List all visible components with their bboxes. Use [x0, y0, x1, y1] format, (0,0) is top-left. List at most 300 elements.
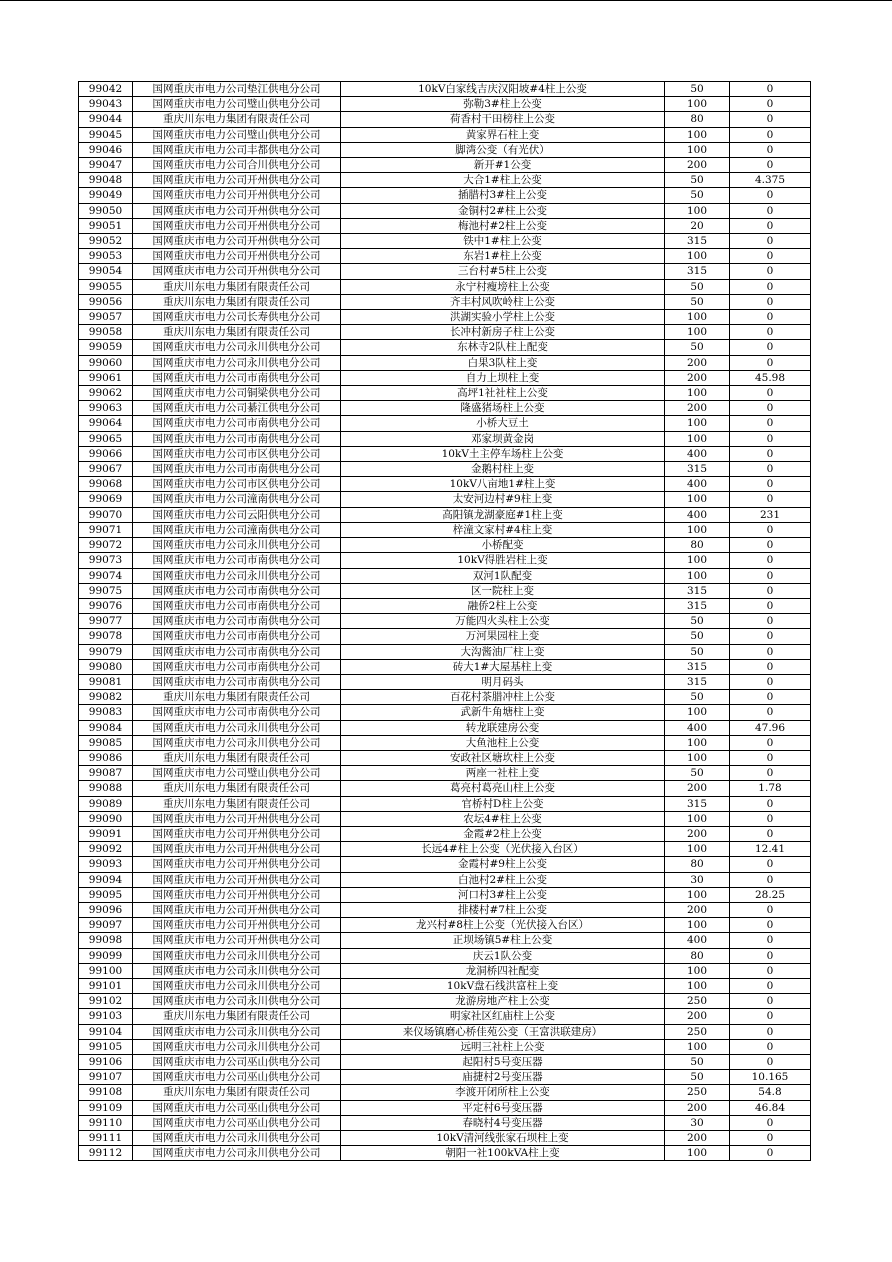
- cell-transformer-name: 庆云1队公变: [341, 948, 665, 963]
- table-row: [79, 218, 811, 233]
- cell-id: 99043: [79, 97, 133, 112]
- cell-value: 0: [730, 690, 811, 705]
- cell-transformer-name: 排楼村#7柱上公变: [341, 902, 665, 917]
- cell-id: 99058: [79, 325, 133, 340]
- cell-transformer-name: 转龙联建房公变: [341, 720, 665, 735]
- cell-id: 99096: [79, 902, 133, 917]
- cell-id: 99048: [79, 173, 133, 188]
- table-row: [79, 659, 811, 674]
- table-row: [79, 720, 811, 735]
- cell-organization: 国网重庆市电力公司潼南供电分公司: [133, 522, 341, 537]
- cell-value: 0: [730, 933, 811, 948]
- cell-transformer-name: 龙兴村#8柱上公变（光伏接入台区）: [341, 918, 665, 933]
- table-row: [79, 355, 811, 370]
- cell-id: 99051: [79, 218, 133, 233]
- cell-value: 0: [730, 97, 811, 112]
- table-row: [79, 294, 811, 309]
- cell-value: 0: [730, 416, 811, 431]
- cell-capacity: 100: [665, 978, 730, 993]
- cell-id: 99098: [79, 933, 133, 948]
- cell-id: 99060: [79, 355, 133, 370]
- cell-capacity: 400: [665, 507, 730, 522]
- table-row: [79, 522, 811, 537]
- cell-capacity: 400: [665, 446, 730, 461]
- cell-capacity: 100: [665, 842, 730, 857]
- cell-transformer-name: 黄家界石柱上变: [341, 127, 665, 142]
- table-body: [79, 82, 811, 1161]
- cell-value: 0: [730, 310, 811, 325]
- cell-value: 0: [730, 796, 811, 811]
- cell-id: 99065: [79, 431, 133, 446]
- cell-organization: 国网重庆市电力公司开州供电分公司: [133, 902, 341, 917]
- cell-transformer-name: 龙洞桥四社配变: [341, 963, 665, 978]
- cell-transformer-name: 朝阳一社100kVA柱上变: [341, 1146, 665, 1161]
- cell-transformer-name: 梓潼文家村#4柱上变: [341, 522, 665, 537]
- cell-id: 99050: [79, 203, 133, 218]
- cell-capacity: 100: [665, 386, 730, 401]
- table-row: [79, 690, 811, 705]
- cell-transformer-name: 大合1#柱上公变: [341, 173, 665, 188]
- cell-value: 0: [730, 538, 811, 553]
- table-row: [79, 82, 811, 97]
- cell-organization: 国网重庆市电力公司永川供电分公司: [133, 963, 341, 978]
- cell-value: 0: [730, 1024, 811, 1039]
- table-row: [79, 583, 811, 598]
- cell-organization: 重庆川东电力集团有限责任公司: [133, 112, 341, 127]
- cell-transformer-name: 白果3队柱上变: [341, 355, 665, 370]
- cell-id: 99070: [79, 507, 133, 522]
- cell-capacity: 100: [665, 203, 730, 218]
- cell-capacity: 50: [665, 1070, 730, 1085]
- table-row: [79, 325, 811, 340]
- table-row: [79, 857, 811, 872]
- table-row: [79, 340, 811, 355]
- table-row: [79, 629, 811, 644]
- cell-value: 0: [730, 1146, 811, 1161]
- cell-organization: 国网重庆市电力公司永川供电分公司: [133, 1146, 341, 1161]
- cell-capacity: 50: [665, 1055, 730, 1070]
- cell-capacity: 315: [665, 462, 730, 477]
- cell-id: 99108: [79, 1085, 133, 1100]
- cell-transformer-name: 隆盛猪场柱上公变: [341, 401, 665, 416]
- cell-id: 99109: [79, 1100, 133, 1115]
- cell-value: 0: [730, 431, 811, 446]
- table-row: [79, 234, 811, 249]
- table-row: [79, 781, 811, 796]
- cell-organization: 国网重庆市电力公司市南供电分公司: [133, 629, 341, 644]
- cell-id: 99049: [79, 188, 133, 203]
- table-row: [79, 948, 811, 963]
- cell-transformer-name: 10kV土主停车场柱上公变: [341, 446, 665, 461]
- cell-transformer-name: 春晓村4号变压器: [341, 1115, 665, 1130]
- cell-id: 99047: [79, 158, 133, 173]
- cell-value: 0: [730, 1009, 811, 1024]
- cell-transformer-name: 河口村3#柱上公变: [341, 887, 665, 902]
- cell-organization: 国网重庆市电力公司綦江供电分公司: [133, 401, 341, 416]
- table-row: [79, 127, 811, 142]
- cell-transformer-name: 融侨2柱上公变: [341, 598, 665, 613]
- cell-transformer-name: 平定村6号变压器: [341, 1100, 665, 1115]
- cell-capacity: 80: [665, 112, 730, 127]
- table-row: [79, 1100, 811, 1115]
- cell-organization: 国网重庆市电力公司永川供电分公司: [133, 568, 341, 583]
- cell-organization: 国网重庆市电力公司永川供电分公司: [133, 735, 341, 750]
- cell-id: 99110: [79, 1115, 133, 1130]
- cell-transformer-name: 李渡开闭所柱上公变: [341, 1085, 665, 1100]
- table-row: [79, 249, 811, 264]
- cell-organization: 国网重庆市电力公司永川供电分公司: [133, 538, 341, 553]
- table-row: [79, 142, 811, 157]
- cell-organization: 国网重庆市电力公司永川供电分公司: [133, 1131, 341, 1146]
- cell-id: 99095: [79, 887, 133, 902]
- cell-organization: 重庆川东电力集团有限责任公司: [133, 750, 341, 765]
- cell-transformer-name: 10kV盘石线洪富柱上变: [341, 978, 665, 993]
- cell-id: 99089: [79, 796, 133, 811]
- cell-id: 99067: [79, 462, 133, 477]
- cell-capacity: 100: [665, 127, 730, 142]
- table-row: [79, 933, 811, 948]
- cell-capacity: 315: [665, 234, 730, 249]
- cell-organization: 国网重庆市电力公司开州供电分公司: [133, 188, 341, 203]
- cell-id: 99054: [79, 264, 133, 279]
- cell-transformer-name: 铁中1#柱上公变: [341, 234, 665, 249]
- table-row: [79, 188, 811, 203]
- cell-id: 99106: [79, 1055, 133, 1070]
- cell-capacity: 100: [665, 1039, 730, 1054]
- cell-capacity: 100: [665, 97, 730, 112]
- cell-capacity: 200: [665, 355, 730, 370]
- cell-id: 99073: [79, 553, 133, 568]
- cell-capacity: 100: [665, 249, 730, 264]
- cell-capacity: 50: [665, 173, 730, 188]
- cell-capacity: 200: [665, 1009, 730, 1024]
- cell-value: 0: [730, 583, 811, 598]
- cell-capacity: 400: [665, 477, 730, 492]
- cell-organization: 国网重庆市电力公司市区供电分公司: [133, 477, 341, 492]
- cell-value: 12.41: [730, 842, 811, 857]
- cell-id: 99088: [79, 781, 133, 796]
- table-row: [79, 203, 811, 218]
- cell-id: 99068: [79, 477, 133, 492]
- table-row: [79, 553, 811, 568]
- cell-organization: 国网重庆市电力公司开州供电分公司: [133, 933, 341, 948]
- table-row: [79, 370, 811, 385]
- cell-id: 99052: [79, 234, 133, 249]
- table-row: [79, 446, 811, 461]
- cell-capacity: 315: [665, 659, 730, 674]
- cell-value: 0: [730, 857, 811, 872]
- cell-value: 0: [730, 735, 811, 750]
- cell-organization: 国网重庆市电力公司永川供电分公司: [133, 994, 341, 1009]
- cell-transformer-name: 金鹅村柱上变: [341, 462, 665, 477]
- cell-id: 99086: [79, 750, 133, 765]
- cell-id: 99046: [79, 142, 133, 157]
- cell-value: 0: [730, 826, 811, 841]
- cell-capacity: 20: [665, 218, 730, 233]
- cell-value: 231: [730, 507, 811, 522]
- cell-id: 99083: [79, 705, 133, 720]
- cell-id: 99055: [79, 279, 133, 294]
- cell-organization: 国网重庆市电力公司开州供电分公司: [133, 872, 341, 887]
- cell-value: 0: [730, 568, 811, 583]
- cell-capacity: 100: [665, 325, 730, 340]
- cell-organization: 国网重庆市电力公司巫山供电分公司: [133, 1055, 341, 1070]
- table-row: [79, 644, 811, 659]
- cell-id: 99103: [79, 1009, 133, 1024]
- cell-capacity: 250: [665, 1024, 730, 1039]
- cell-id: 99087: [79, 766, 133, 781]
- table-row: [79, 507, 811, 522]
- cell-value: 0: [730, 112, 811, 127]
- cell-organization: 国网重庆市电力公司合川供电分公司: [133, 158, 341, 173]
- cell-transformer-name: 荷香村干田榜柱上公变: [341, 112, 665, 127]
- cell-id: 99044: [79, 112, 133, 127]
- cell-value: 0: [730, 948, 811, 963]
- cell-capacity: 315: [665, 796, 730, 811]
- table-row: [79, 994, 811, 1009]
- cell-organization: 国网重庆市电力公司市南供电分公司: [133, 431, 341, 446]
- cell-value: 54.8: [730, 1085, 811, 1100]
- cell-transformer-name: 脚湾公变（有光伏）: [341, 142, 665, 157]
- cell-transformer-name: 弥勒3#柱上公变: [341, 97, 665, 112]
- cell-organization: 国网重庆市电力公司市南供电分公司: [133, 416, 341, 431]
- cell-transformer-name: 新开#1公变: [341, 158, 665, 173]
- cell-organization: 国网重庆市电力公司垫江供电分公司: [133, 82, 341, 97]
- cell-value: 0: [730, 218, 811, 233]
- cell-organization: 国网重庆市电力公司永川供电分公司: [133, 1039, 341, 1054]
- table-row: [79, 872, 811, 887]
- cell-transformer-name: 砖大1#大屋基柱上变: [341, 659, 665, 674]
- cell-transformer-name: 洪湖实验小学柱上公变: [341, 310, 665, 325]
- table-row: [79, 796, 811, 811]
- cell-capacity: 315: [665, 583, 730, 598]
- cell-id: 99101: [79, 978, 133, 993]
- table-row: [79, 173, 811, 188]
- cell-organization: 国网重庆市电力公司开州供电分公司: [133, 811, 341, 826]
- cell-id: 99064: [79, 416, 133, 431]
- cell-capacity: 250: [665, 1085, 730, 1100]
- cell-value: 0: [730, 659, 811, 674]
- cell-capacity: 200: [665, 902, 730, 917]
- cell-value: 0: [730, 325, 811, 340]
- cell-organization: 国网重庆市电力公司市南供电分公司: [133, 583, 341, 598]
- cell-transformer-name: 两座一社柱上变: [341, 766, 665, 781]
- cell-transformer-name: 自力上坝柱上变: [341, 370, 665, 385]
- cell-transformer-name: 10kV得胜岩柱上变: [341, 553, 665, 568]
- cell-organization: 重庆川东电力集团有限责任公司: [133, 796, 341, 811]
- cell-capacity: 100: [665, 310, 730, 325]
- cell-transformer-name: 高阳镇龙湖豪庭#1柱上变: [341, 507, 665, 522]
- cell-capacity: 200: [665, 1100, 730, 1115]
- cell-capacity: 100: [665, 522, 730, 537]
- cell-capacity: 200: [665, 781, 730, 796]
- table-row: [79, 538, 811, 553]
- cell-id: 99061: [79, 370, 133, 385]
- table-row: [79, 1009, 811, 1024]
- table-row: [79, 674, 811, 689]
- cell-value: 0: [730, 598, 811, 613]
- cell-value: 0: [730, 811, 811, 826]
- cell-value: 0: [730, 522, 811, 537]
- cell-id: 99066: [79, 446, 133, 461]
- cell-transformer-name: 长冲村新房子柱上公变: [341, 325, 665, 340]
- cell-id: 99093: [79, 857, 133, 872]
- cell-organization: 国网重庆市电力公司永川供电分公司: [133, 978, 341, 993]
- cell-transformer-name: 双河1队配变: [341, 568, 665, 583]
- cell-organization: 国网重庆市电力公司市南供电分公司: [133, 644, 341, 659]
- cell-id: 99097: [79, 918, 133, 933]
- cell-value: 0: [730, 264, 811, 279]
- cell-capacity: 315: [665, 674, 730, 689]
- cell-organization: 重庆川东电力集团有限责任公司: [133, 325, 341, 340]
- cell-capacity: 100: [665, 416, 730, 431]
- cell-organization: 国网重庆市电力公司开州供电分公司: [133, 887, 341, 902]
- table-row: [79, 264, 811, 279]
- cell-transformer-name: 起阳村5号变压器: [341, 1055, 665, 1070]
- cell-capacity: 200: [665, 826, 730, 841]
- cell-capacity: 400: [665, 933, 730, 948]
- cell-id: 99080: [79, 659, 133, 674]
- table-row: [79, 598, 811, 613]
- table-row: [79, 978, 811, 993]
- cell-id: 99078: [79, 629, 133, 644]
- table-row: [79, 842, 811, 857]
- cell-transformer-name: 金霞#2柱上公变: [341, 826, 665, 841]
- cell-transformer-name: 明月码头: [341, 674, 665, 689]
- top-rule: [0, 0, 892, 1]
- cell-value: 0: [730, 1055, 811, 1070]
- cell-id: 99081: [79, 674, 133, 689]
- table-row: [79, 431, 811, 446]
- cell-capacity: 100: [665, 568, 730, 583]
- cell-id: 99090: [79, 811, 133, 826]
- cell-transformer-name: 龙游房地产柱上公变: [341, 994, 665, 1009]
- cell-transformer-name: 白池村2#柱上公变: [341, 872, 665, 887]
- cell-transformer-name: 金铜村2#柱上公变: [341, 203, 665, 218]
- cell-transformer-name: 大鱼池柱上公变: [341, 735, 665, 750]
- cell-value: 0: [730, 614, 811, 629]
- cell-organization: 国网重庆市电力公司开州供电分公司: [133, 918, 341, 933]
- cell-value: 0: [730, 918, 811, 933]
- cell-transformer-name: 齐丰村风吹岭柱上公变: [341, 294, 665, 309]
- cell-capacity: 200: [665, 158, 730, 173]
- cell-organization: 国网重庆市电力公司永川供电分公司: [133, 355, 341, 370]
- cell-id: 99062: [79, 386, 133, 401]
- cell-capacity: 100: [665, 705, 730, 720]
- cell-value: 0: [730, 446, 811, 461]
- cell-transformer-name: 大沟酱油厂柱上变: [341, 644, 665, 659]
- cell-organization: 国网重庆市电力公司市南供电分公司: [133, 674, 341, 689]
- cell-transformer-name: 来仪场镇磨心桥佳苑公变（王富洪联建房）: [341, 1024, 665, 1039]
- cell-capacity: 200: [665, 1131, 730, 1146]
- cell-id: 99102: [79, 994, 133, 1009]
- cell-id: 99071: [79, 522, 133, 537]
- cell-value: 0: [730, 188, 811, 203]
- cell-capacity: 100: [665, 553, 730, 568]
- cell-organization: 国网重庆市电力公司巫山供电分公司: [133, 1100, 341, 1115]
- cell-id: 99053: [79, 249, 133, 264]
- table-row: [79, 568, 811, 583]
- cell-organization: 国网重庆市电力公司市南供电分公司: [133, 462, 341, 477]
- cell-value: 0: [730, 644, 811, 659]
- cell-transformer-name: 高坪1社社柱上公变: [341, 386, 665, 401]
- cell-capacity: 50: [665, 294, 730, 309]
- cell-value: 0: [730, 963, 811, 978]
- cell-organization: 国网重庆市电力公司永川供电分公司: [133, 1024, 341, 1039]
- cell-capacity: 50: [665, 340, 730, 355]
- table-row: [79, 1085, 811, 1100]
- cell-value: 0: [730, 386, 811, 401]
- table-row: [79, 902, 811, 917]
- cell-id: 99107: [79, 1070, 133, 1085]
- cell-transformer-name: 官桥村D柱上公变: [341, 796, 665, 811]
- cell-transformer-name: 小桥配变: [341, 538, 665, 553]
- cell-value: 0: [730, 872, 811, 887]
- cell-capacity: 50: [665, 766, 730, 781]
- cell-transformer-name: 万河果园柱上变: [341, 629, 665, 644]
- cell-value: 0: [730, 492, 811, 507]
- cell-organization: 国网重庆市电力公司市南供电分公司: [133, 614, 341, 629]
- cell-value: 0: [730, 127, 811, 142]
- cell-organization: 国网重庆市电力公司开州供电分公司: [133, 218, 341, 233]
- cell-id: 99085: [79, 735, 133, 750]
- table-row: [79, 826, 811, 841]
- cell-organization: 国网重庆市电力公司市南供电分公司: [133, 705, 341, 720]
- cell-capacity: 80: [665, 538, 730, 553]
- table-row: [79, 401, 811, 416]
- cell-organization: 国网重庆市电力公司市南供电分公司: [133, 370, 341, 385]
- cell-value: 1.78: [730, 781, 811, 796]
- cell-id: 99111: [79, 1131, 133, 1146]
- cell-organization: 国网重庆市电力公司市南供电分公司: [133, 598, 341, 613]
- cell-transformer-name: 10kV清河线张家石坝柱上变: [341, 1131, 665, 1146]
- cell-value: 0: [730, 766, 811, 781]
- cell-value: 0: [730, 294, 811, 309]
- cell-id: 99069: [79, 492, 133, 507]
- table-row: [79, 416, 811, 431]
- cell-capacity: 100: [665, 750, 730, 765]
- cell-organization: 国网重庆市电力公司市区供电分公司: [133, 446, 341, 461]
- cell-transformer-name: 长远4#柱上公变（光伏接入台区）: [341, 842, 665, 857]
- cell-id: 99092: [79, 842, 133, 857]
- cell-transformer-name: 庙捷村2号变压器: [341, 1070, 665, 1085]
- cell-capacity: 50: [665, 644, 730, 659]
- table-row: [79, 1131, 811, 1146]
- cell-transformer-name: 武新牛角塘柱上变: [341, 705, 665, 720]
- cell-id: 99077: [79, 614, 133, 629]
- cell-organization: 国网重庆市电力公司开州供电分公司: [133, 249, 341, 264]
- cell-capacity: 30: [665, 1115, 730, 1130]
- cell-id: 99056: [79, 294, 133, 309]
- cell-organization: 国网重庆市电力公司开州供电分公司: [133, 857, 341, 872]
- table-row: [79, 279, 811, 294]
- cell-organization: 国网重庆市电力公司开州供电分公司: [133, 203, 341, 218]
- cell-transformer-name: 东林寺2队柱上配变: [341, 340, 665, 355]
- cell-value: 0: [730, 1115, 811, 1130]
- table-row: [79, 735, 811, 750]
- table-row: [79, 310, 811, 325]
- table-row: [79, 477, 811, 492]
- cell-value: 45.98: [730, 370, 811, 385]
- cell-id: 99072: [79, 538, 133, 553]
- cell-value: 28.25: [730, 887, 811, 902]
- cell-id: 99112: [79, 1146, 133, 1161]
- cell-transformer-name: 小桥大豆土: [341, 416, 665, 431]
- table-row: [79, 492, 811, 507]
- cell-value: 0: [730, 249, 811, 264]
- cell-id: 99082: [79, 690, 133, 705]
- cell-organization: 国网重庆市电力公司开州供电分公司: [133, 173, 341, 188]
